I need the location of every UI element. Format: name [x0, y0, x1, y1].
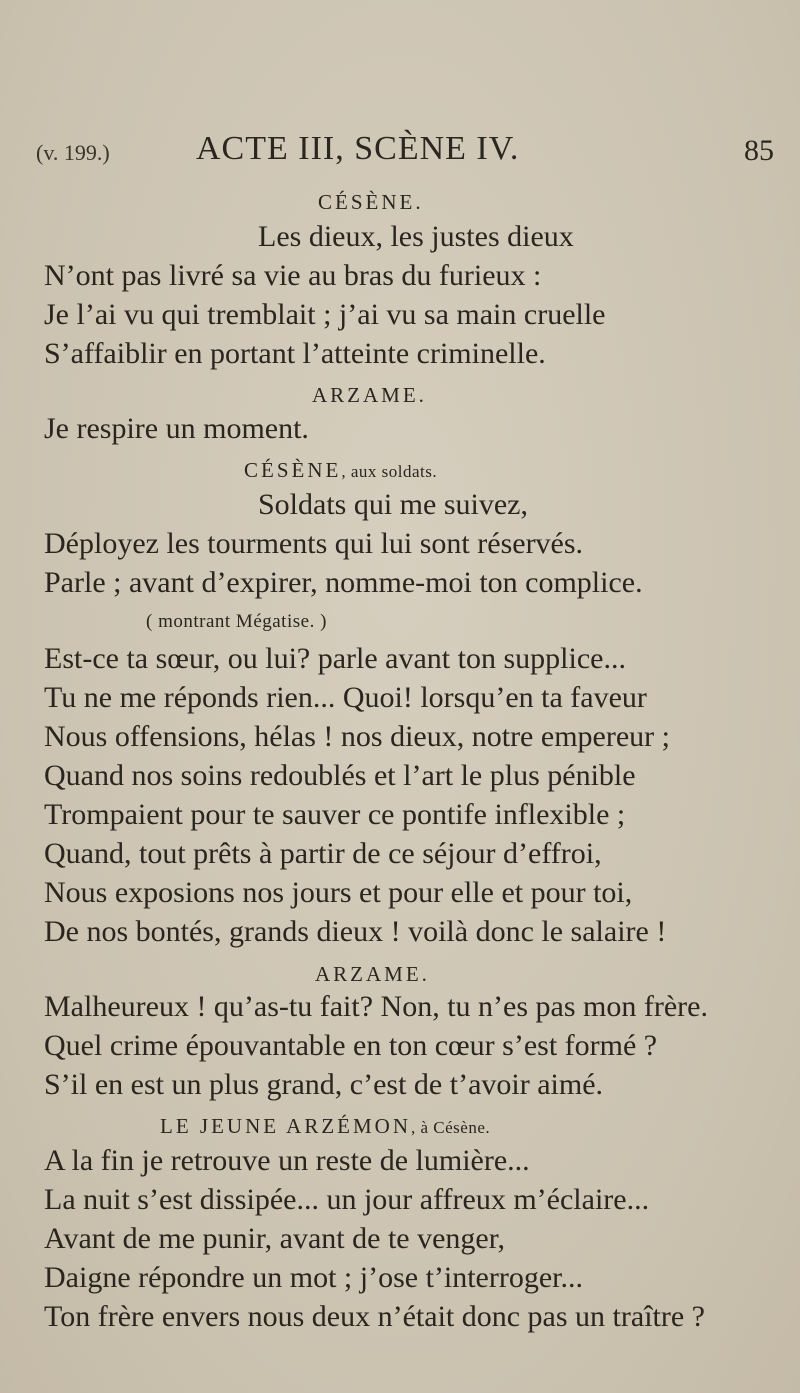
- verse-line: Malheureux ! qu’as-tu fait? Non, tu n’es pas mon frère.: [44, 990, 708, 1023]
- page-header: [36, 130, 774, 174]
- speaker-cesene: [244, 458, 437, 483]
- verse-line: Quand, tout prêts à partir de ce séjour d’effroi,: [44, 837, 602, 870]
- verse-line: Je l’ai vu qui tremblait ; j’ai vu sa main cruelle: [44, 298, 606, 331]
- verse-line: Parle ; avant d’expirer, nomme-moi ton complice.: [44, 566, 643, 599]
- verse-line: Est-ce ta sœur, ou lui? parle avant ton supplice...: [44, 642, 626, 675]
- verse-line: Soldats qui me suivez,: [258, 488, 528, 521]
- verse-reference: (v. 199.): [36, 140, 110, 165]
- verse-line: Trompaient pour te sauver ce pontife inflexible ;: [44, 798, 626, 831]
- verse-line: Déployez les tourments qui lui sont réservés.: [44, 527, 584, 560]
- verse-line: S’affaiblir en portant l’atteinte criminelle.: [44, 337, 546, 370]
- verse-line: Daigne répondre un mot ; j’ose t’interroger...: [44, 1261, 584, 1294]
- verse-line: Je respire un moment.: [44, 412, 309, 445]
- verse-line: A la fin je retrouve un reste de lumière...: [44, 1144, 530, 1177]
- verse-line: Nous offensions, hélas ! nos dieux, notre empereur ;: [44, 720, 670, 753]
- running-title: ACTE III, SCÈNE IV.: [196, 130, 520, 167]
- speaker-name: CÉSÈNE: [244, 458, 342, 482]
- stage-direction: , aux soldats.: [341, 462, 438, 481]
- page-number: 85: [744, 134, 774, 167]
- verse-line: De nos bontés, grands dieux ! voilà donc le salaire !: [44, 915, 667, 948]
- speaker-jeune-arzemon: [160, 1114, 490, 1139]
- verse-line: S’il en est un plus grand, c’est de t’avoir aimé.: [44, 1068, 604, 1101]
- speaker-arzame: ARZAME.: [315, 962, 430, 986]
- verse-line: Quel crime épouvantable en ton cœur s’est formé ?: [44, 1029, 658, 1062]
- verse-line: Tu ne me réponds rien... Quoi! lorsqu’en ta faveur: [44, 681, 647, 714]
- verse-line: Quand nos soins redoublés et l’art le plus pénible: [44, 759, 636, 792]
- verse-line: N’ont pas livré sa vie au bras du furieux :: [44, 259, 542, 292]
- verse-line: Ton frère envers nous deux n’était donc pas un traître ?: [44, 1300, 705, 1333]
- verse-line: Avant de me punir, avant de te venger,: [44, 1222, 506, 1255]
- stage-direction: ( montrant Mégatise. ): [146, 611, 327, 632]
- speaker-name: LE JEUNE ARZÉMON: [160, 1114, 411, 1138]
- verse-line: Les dieux, les justes dieux: [258, 220, 574, 253]
- speaker-cesene: CÉSÈNE.: [318, 190, 424, 214]
- speaker-arzame: ARZAME.: [312, 383, 427, 407]
- verse-line: Nous exposions nos jours et pour elle et pour toi,: [44, 876, 633, 909]
- verse-line: La nuit s’est dissipée... un jour affreux m’éclaire...: [44, 1183, 650, 1216]
- stage-direction: , à Césène.: [411, 1118, 491, 1137]
